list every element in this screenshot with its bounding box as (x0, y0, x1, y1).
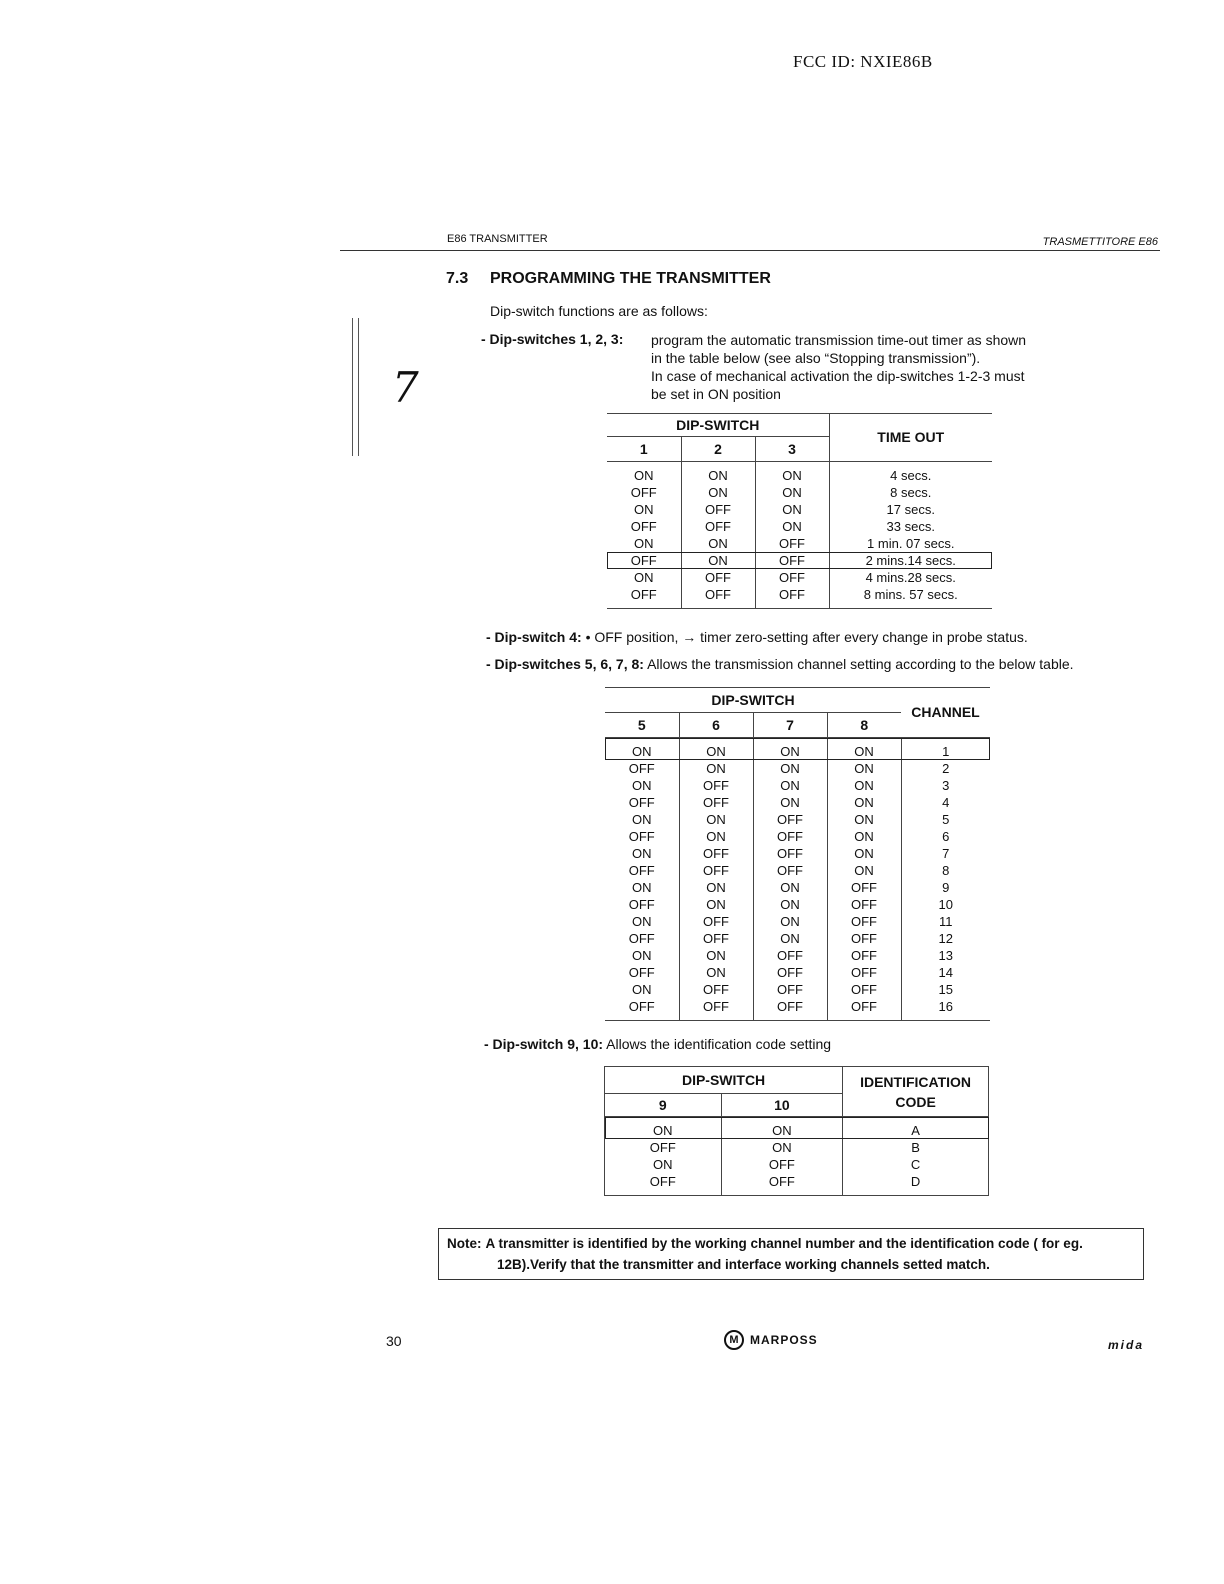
id-code-table (604, 1066, 989, 1196)
switch-cell: OFF (681, 569, 755, 586)
switch-cell: ON (632, 914, 652, 929)
switch-cell: ON (634, 536, 654, 551)
switch-cell: OFF (721, 1173, 843, 1196)
channel-row (605, 947, 990, 964)
switch-cell: OFF (753, 981, 827, 998)
switch-cell: OFF (827, 964, 901, 981)
dip-switch-header: DIP-SWITCH (605, 1067, 843, 1094)
switch-cell: ON (681, 462, 755, 485)
switch-cell: OFF (827, 930, 901, 947)
switch-cell: ON (653, 1157, 673, 1172)
switch-cell: ON (653, 1123, 673, 1138)
result-cell: 8 (901, 862, 990, 879)
result-cell: 13 (901, 947, 990, 964)
result-cell: 4 (901, 794, 990, 811)
marposs-logo-icon: M (724, 1330, 744, 1350)
channel-row (605, 794, 990, 811)
result-cell: 17 secs. (829, 501, 992, 518)
note-line2: 12B).Verify that the transmitter and interface working channels setted match. (497, 1257, 990, 1272)
dip-switch-header: DIP-SWITCH (605, 688, 901, 713)
switch-cell: ON (679, 879, 753, 896)
result-cell: 4 mins.28 secs. (829, 569, 992, 586)
marposs-logo-text: MARPOSS (750, 1333, 818, 1347)
col-header: 2 (681, 437, 755, 462)
channel-row (605, 896, 990, 913)
desc-line: In case of mechanical activation the dip-switches 1-2-3 must (651, 368, 1025, 384)
switch-cell: ON (679, 760, 753, 777)
item-dip-5-8-text: Allows the transmission channel setting according to the below table. (647, 656, 1074, 672)
switch-cell: OFF (628, 897, 655, 912)
handwritten-mark: 7 (392, 363, 419, 412)
channel-row (605, 913, 990, 930)
switch-cell: OFF (681, 518, 755, 535)
note-box (438, 1228, 1144, 1280)
switch-cell: OFF (628, 795, 655, 810)
result-cell: 9 (901, 879, 990, 896)
item-dip-9-10: - Dip-switch 9, 10: Allows the identification code setting (484, 1036, 832, 1052)
switch-cell: OFF (679, 930, 753, 947)
switch-cell: ON (721, 1117, 843, 1140)
switch-cell: OFF (628, 829, 655, 844)
switch-cell: OFF (628, 965, 655, 980)
timeout-row (607, 552, 992, 569)
timeout-row (607, 535, 992, 552)
result-cell: 8 secs. (829, 484, 992, 501)
switch-cell: OFF (755, 552, 829, 569)
switch-cell: ON (634, 570, 654, 585)
switch-cell: ON (679, 964, 753, 981)
switch-cell: ON (753, 896, 827, 913)
switch-cell: ON (827, 760, 901, 777)
result-cell: 1 (901, 738, 990, 761)
result-cell: 11 (901, 913, 990, 930)
channel-header: CHANNEL (901, 688, 990, 738)
switch-cell: ON (827, 777, 901, 794)
switch-cell: OFF (630, 553, 657, 568)
page-number: 30 (386, 1333, 402, 1349)
switch-cell: ON (753, 794, 827, 811)
channel-row (605, 981, 990, 998)
id-code-row (605, 1173, 989, 1196)
switch-cell: OFF (827, 981, 901, 998)
result-cell: 1 min. 07 secs. (829, 535, 992, 552)
result-cell: 4 secs. (829, 462, 992, 485)
id-code-row (605, 1139, 989, 1156)
switch-cell: ON (634, 502, 654, 517)
switch-cell: OFF (649, 1140, 676, 1155)
col-header: 1 (639, 441, 648, 457)
id-code-row (605, 1156, 989, 1173)
switch-cell: OFF (755, 535, 829, 552)
result-cell: 5 (901, 811, 990, 828)
result-cell: 8 mins. 57 secs. (829, 586, 992, 609)
margin-change-bar (358, 318, 359, 456)
timeout-row (607, 501, 992, 518)
col-header: 7 (753, 713, 827, 738)
switch-cell: ON (827, 845, 901, 862)
switch-cell: OFF (630, 485, 657, 500)
switch-cell: ON (755, 501, 829, 518)
footer-right: mida (1108, 1338, 1145, 1352)
switch-cell: OFF (679, 981, 753, 998)
item-dip-9-10-text: Allows the identification code setting (606, 1036, 832, 1052)
switch-cell: OFF (649, 1174, 676, 1189)
switch-cell: ON (679, 947, 753, 964)
timeout-row (607, 484, 992, 501)
switch-cell: OFF (827, 913, 901, 930)
result-cell: 33 secs. (829, 518, 992, 535)
switch-cell: ON (632, 982, 652, 997)
switch-cell: ON (721, 1139, 843, 1156)
switch-cell: OFF (721, 1156, 843, 1173)
switch-cell: ON (679, 828, 753, 845)
result-cell: 10 (901, 896, 990, 913)
timeout-header: TIME OUT (829, 414, 992, 462)
switch-cell: OFF (628, 761, 655, 776)
switch-cell: ON (753, 760, 827, 777)
switch-cell: OFF (753, 828, 827, 845)
result-cell: B (843, 1139, 989, 1156)
switch-cell: OFF (753, 845, 827, 862)
switch-cell: ON (681, 535, 755, 552)
timeout-row (607, 518, 992, 535)
switch-cell: OFF (827, 896, 901, 913)
channel-row (605, 964, 990, 981)
result-cell: 3 (901, 777, 990, 794)
switch-cell: ON (753, 930, 827, 947)
channel-row (605, 862, 990, 879)
id-code-header-line1: IDENTIFICATION (860, 1073, 972, 1090)
col-header: 5 (637, 717, 646, 733)
timeout-row (607, 569, 992, 586)
result-cell: 7 (901, 845, 990, 862)
item-dip-1-2-3-label: - Dip-switches 1, 2, 3: (481, 331, 624, 347)
col-header: 8 (827, 713, 901, 738)
switch-cell: ON (632, 880, 652, 895)
switch-cell: OFF (753, 947, 827, 964)
switch-cell: OFF (628, 863, 655, 878)
switch-cell: ON (755, 518, 829, 535)
result-cell: 6 (901, 828, 990, 845)
item-dip-1-2-3-desc (651, 331, 1026, 403)
switch-cell: ON (827, 794, 901, 811)
result-cell: 2 mins.14 secs. (829, 552, 992, 569)
timeout-row (607, 462, 992, 485)
item-dip-4: - Dip-switch 4: • OFF position, → timer zero-setting after every change in probe status. (486, 629, 1028, 645)
switch-cell: OFF (681, 501, 755, 518)
switch-cell: ON (681, 552, 755, 569)
switch-cell: ON (632, 846, 652, 861)
switch-cell: ON (634, 468, 654, 483)
switch-cell: ON (632, 744, 652, 759)
item-dip-4-text: • OFF position, → timer zero-setting after every change in probe status. (585, 629, 1028, 645)
switch-cell: ON (827, 811, 901, 828)
note-label: Note: (447, 1236, 482, 1251)
note-line1: A transmitter is identified by the working channel number and the identification code ( for eg. (485, 1236, 1083, 1251)
intro-text: Dip-switch functions are as follows: (490, 303, 708, 319)
switch-cell: OFF (681, 586, 755, 609)
section-title: PROGRAMMING THE TRANSMITTER (490, 270, 771, 287)
timeout-table (607, 413, 992, 609)
channel-row (605, 879, 990, 896)
col-header: 3 (755, 437, 829, 462)
channel-row (605, 738, 990, 761)
switch-cell: ON (679, 896, 753, 913)
item-dip-5-8: - Dip-switches 5, 6, 7, 8: Allows the transmission channel setting according to the below table. (486, 656, 1074, 672)
switch-cell: ON (827, 862, 901, 879)
header-left: E86 TRANSMITTER (447, 233, 548, 245)
switch-cell: OFF (628, 931, 655, 946)
switch-cell: OFF (679, 862, 753, 879)
col-header: 9 (658, 1097, 667, 1113)
switch-cell: OFF (755, 569, 829, 586)
section-number: 7.3 (446, 270, 469, 287)
result-cell: C (843, 1156, 989, 1173)
switch-cell: ON (753, 777, 827, 794)
switch-cell: OFF (679, 845, 753, 862)
channel-row (605, 998, 990, 1021)
margin-change-bar (352, 318, 353, 456)
switch-cell: OFF (753, 964, 827, 981)
switch-cell: ON (632, 778, 652, 793)
switch-cell: ON (755, 484, 829, 501)
channel-row (605, 760, 990, 777)
switch-cell: ON (827, 828, 901, 845)
switch-cell: OFF (827, 947, 901, 964)
result-cell: A (843, 1117, 989, 1140)
channel-row (605, 777, 990, 794)
switch-cell: ON (753, 879, 827, 896)
result-cell: 2 (901, 760, 990, 777)
switch-cell: ON (632, 812, 652, 827)
switch-cell: ON (753, 913, 827, 930)
switch-cell: ON (679, 738, 753, 761)
id-code-header-line2: CODE (895, 1093, 936, 1110)
timeout-row (607, 586, 992, 609)
switch-cell: OFF (753, 811, 827, 828)
switch-cell: OFF (679, 777, 753, 794)
switch-cell: OFF (630, 519, 657, 534)
switch-cell: OFF (755, 586, 829, 609)
switch-cell: ON (632, 948, 652, 963)
result-cell: 14 (901, 964, 990, 981)
id-code-row (605, 1117, 989, 1140)
switch-cell: OFF (679, 913, 753, 930)
switch-cell: ON (681, 484, 755, 501)
switch-cell: OFF (679, 998, 753, 1021)
col-header: 10 (721, 1094, 843, 1117)
switch-cell: ON (753, 738, 827, 761)
result-cell: 16 (901, 998, 990, 1021)
switch-cell: OFF (753, 998, 827, 1021)
result-cell: 15 (901, 981, 990, 998)
switch-cell: ON (679, 811, 753, 828)
switch-cell: OFF (628, 999, 655, 1014)
channel-table (605, 687, 990, 1021)
desc-line: program the automatic transmission time-out timer as shown (651, 332, 1027, 348)
header-right: TRASMETTITORE E86 (1042, 236, 1158, 248)
desc-line: in the table below (see also “Stopping transmission”). (651, 350, 981, 366)
channel-row (605, 930, 990, 947)
switch-cell: ON (755, 462, 829, 485)
channel-row (605, 811, 990, 828)
result-cell: D (843, 1173, 989, 1196)
channel-row (605, 845, 990, 862)
switch-cell: OFF (630, 587, 657, 602)
dip-switch-header: DIP-SWITCH (607, 414, 829, 437)
marposs-logo (724, 1330, 818, 1350)
result-cell: 12 (901, 930, 990, 947)
switch-cell: OFF (679, 794, 753, 811)
fcc-id: FCC ID: NXIE86B (793, 52, 933, 71)
col-header: 6 (679, 713, 753, 738)
switch-cell: ON (827, 738, 901, 761)
channel-row (605, 828, 990, 845)
switch-cell: OFF (753, 862, 827, 879)
switch-cell: OFF (827, 998, 901, 1021)
desc-line: be set in ON position (651, 386, 781, 402)
header-rule (340, 250, 1160, 251)
switch-cell: OFF (827, 879, 901, 896)
